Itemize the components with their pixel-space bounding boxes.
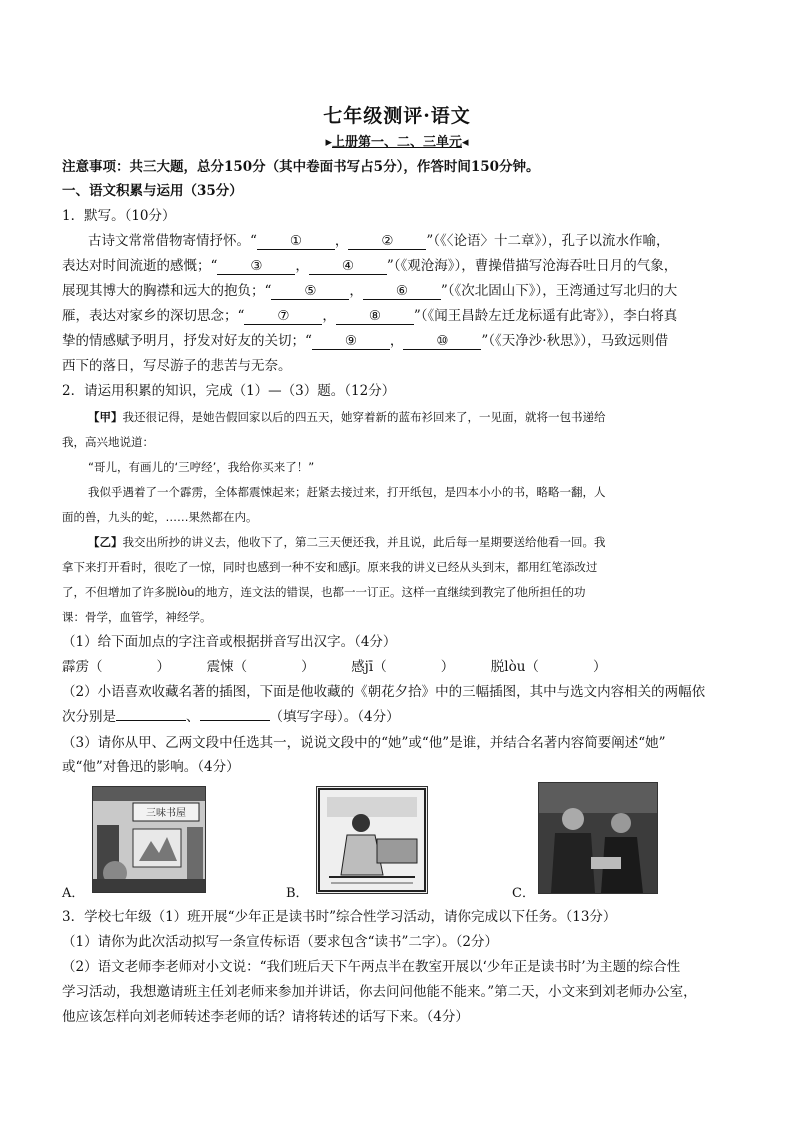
blank-3[interactable]: ③ [217, 259, 295, 275]
blank-5[interactable]: ⑤ [271, 284, 349, 300]
illustration-c [538, 782, 658, 894]
passage-yi-line-1: 【乙】我交出所抄的讲义去，他收下了，第二三天便还我，并且说，此后每一星期要送给他看一回。我 [88, 535, 606, 549]
q1-stem: 1．默写。（10分） [62, 208, 176, 224]
illustration-a-sign-text: 三味书屋 [146, 808, 186, 819]
q3-sub2-line-3: 他应该怎样向刘老师转述李老师的话？请将转述的话写下来。（4分） [62, 1009, 469, 1025]
q3-stem: 3．学校七年级（1）班开展“少年正是读书时”综合性学习活动，请你完成以下任务。（13分） [62, 909, 617, 925]
q3-sub2-line-1: （2）语文老师李老师对小文说：“我们班后天下午两点半在教室开展以‘少年正是读书时’为主题的综合性 [62, 959, 681, 975]
left-triangle-icon: ▸ [325, 135, 332, 150]
illustration-b [316, 786, 428, 894]
passage-jia-tag: 【甲】 [88, 410, 123, 424]
passage-jia-line-2: 我，高兴地说道： [62, 435, 154, 449]
q1-line-5: 挚的情感赋予明月，抒发对好友的关切；“ ⑨ ， ⑩ ”（《天净沙·秋思》），马致远则借 [62, 333, 669, 349]
q1-line-4: 雁，表达对家乡的深切思念；“ ⑦ ， ⑧ ”（《闻王昌龄左迁龙标遥有此寄》），李白将真 [62, 308, 678, 324]
picture-answer-1[interactable] [116, 720, 186, 721]
passage-yi-line-4: 课：骨学，血管学，神经学。 [62, 610, 212, 624]
illustration-a [92, 786, 206, 893]
unit-text: 上册第一、二、三单元 [331, 135, 462, 150]
q2-word-row: 霹雳（ ） 震悚（ ） 感jī（ ） 脱lòu（ ） [62, 659, 607, 675]
page-title: 七年级测评·语文 [323, 105, 471, 127]
blank-6[interactable]: ⑥ [363, 284, 441, 300]
unit-subtitle [0, 131, 794, 150]
q1-line-6: 西下的落日，写尽游子的悲苦与无奈。 [62, 358, 292, 374]
q3-sub1: （1）请你为此次活动拟写一条宣传标语（要求包含“读书”二字）。（2分） [62, 934, 498, 950]
passage-jia-line-5: 面的兽，九头的蛇，……果然都在内。 [62, 510, 258, 524]
blank-2[interactable]: ② [348, 234, 426, 250]
blank-1[interactable]: ① [257, 234, 335, 250]
blank-9[interactable]: ⑨ [312, 334, 390, 350]
passage-yi-tag: 【乙】 [88, 535, 123, 549]
right-triangle-icon: ◂ [462, 135, 469, 150]
passage-yi-line-2: 拿下来打开看时，很吃了一惊，同时也感到一种不安和感jī。原来我的讲义已经从头到末，都用红笔添改过 [62, 560, 598, 574]
q2-stem: 2．请运用积累的知识，完成（1）—（3）题。（12分） [62, 383, 396, 399]
illustration-b-label: B． [286, 886, 309, 901]
q2-sub3-line-1: （3）请你从甲、乙两文段中任选其一，说说文段中的“她”或“他”是谁，并结合名著内容简要阐述“她” [62, 735, 666, 751]
blank-7[interactable]: ⑦ [244, 309, 322, 325]
passage-yi-line-3: 了，不但增加了许多脱lòu的地方，连文法的错误，也都一一订正。这样一直继续到教完了他所担任的功 [62, 585, 586, 599]
q2-sub2-line-1: （2）小语喜欢收藏名著的插图，下面是他收藏的《朝花夕拾》中的三幅插图，其中与选文内容相关的两幅依 [62, 684, 706, 700]
illustration-a-label: A． [62, 886, 85, 901]
blank-8[interactable]: ⑧ [336, 309, 414, 325]
section-heading: 一、语文积累与运用（35分） [62, 183, 243, 199]
q1-line-2: 表达对时间流逝的感慨；“ ③ ， ④ ”（《观沧海》），曹操借描写沧海吞吐日月的气象， [62, 258, 678, 274]
q2-sub3-line-2: 或“他”对鲁迅的影响。（4分） [62, 759, 240, 775]
q2-sub1: （1）给下面加点的字注音或根据拼音写出汉字。（4分） [62, 634, 397, 650]
q2-sub2-line-2: 次分别是 、 （填写字母）。（4分） [62, 709, 400, 725]
passage-jia-line-4: 我似乎遇着了一个霹雳，全体都震悚起来；赶紧去接过来，打开纸包，是四本小小的书，略略一翻，人 [88, 485, 606, 499]
q1-line-1: 古诗文常常借物寄情抒怀。“ ① ， ② ”（《〈论语〉十二章》），孔子以流水作喻， [88, 233, 670, 249]
q3-sub2-line-2: 学习活动，我想邀请班主任刘老师来参加并讲话，你去问问他能不能来。”第二天，小文来到刘老师办公室， [62, 984, 697, 1000]
passage-jia-line-1: 【甲】我还很记得，是她告假回家以后的四五天，她穿着新的蓝布衫回来了，一见面，就将一包书递给 [88, 410, 606, 424]
blank-4[interactable]: ④ [309, 259, 387, 275]
q1-line-3: 展现其博大的胸襟和远大的抱负；“ ⑤ ， ⑥ ”（《次北固山下》），王湾通过写北归的大 [62, 283, 678, 299]
picture-answer-2[interactable] [200, 720, 270, 721]
passage-jia-line-3: “哥儿，有画儿的‘三哼经’，我给你买来了！” [88, 460, 315, 474]
notice: 注意事项：共三大题，总分150分（其中卷面书写占5分），作答时间150分钟。 [62, 159, 540, 175]
illustration-c-label: C． [512, 886, 535, 901]
blank-10[interactable]: ⑩ [403, 334, 481, 350]
